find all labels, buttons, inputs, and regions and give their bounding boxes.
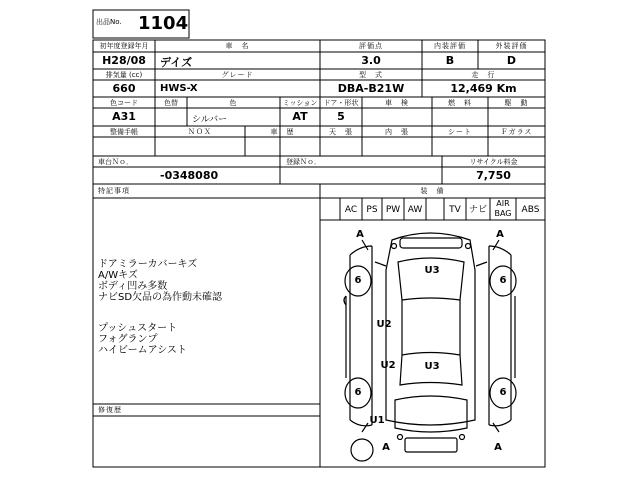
- label-displacement: 排気量 (cc): [105, 71, 143, 79]
- mark-front-right: A: [496, 229, 504, 240]
- equip-tv: TV: [449, 205, 461, 215]
- mark-rear-right: A: [494, 442, 502, 453]
- remark-line: A/Wキズ: [98, 270, 138, 281]
- label-recycle-fee: リサイクル料金: [469, 158, 518, 166]
- mark-roof: U3: [424, 265, 440, 276]
- label-registration-number: 登録Ｎｏ．: [286, 158, 321, 166]
- label-repair-history: 修復歴: [98, 406, 122, 414]
- model-code: DBA-B21W: [337, 82, 405, 95]
- label-grade: グレード: [221, 71, 254, 79]
- doors: 5: [337, 110, 345, 123]
- mark-door-fl: U2: [376, 319, 392, 330]
- label-color-change: 色替: [164, 99, 178, 107]
- label-color: 色: [229, 99, 238, 107]
- label-interior-grade: 内装評価: [434, 42, 466, 50]
- label-model-code: 型 式: [359, 71, 383, 79]
- label-exterior-grade: 外装評価: [495, 42, 528, 50]
- mileage: 12,469 Km: [450, 82, 517, 95]
- label-fuel: 燃 料: [448, 99, 472, 107]
- label-nox: ＮＯＸ: [188, 128, 212, 136]
- mark-rear-body: U3: [424, 361, 440, 372]
- color-code: A31: [112, 110, 136, 123]
- remark-line: ドアミラーカバーキズ: [98, 259, 198, 270]
- exterior-grade: D: [506, 54, 517, 67]
- score: 3.0: [361, 54, 381, 67]
- label-drive: 駆 動: [504, 99, 529, 107]
- recycle-fee: 7,750: [476, 169, 511, 182]
- spare-tire: [351, 439, 373, 461]
- remark-line: ボディ凹み多数: [98, 281, 168, 292]
- mark-tire-fl: 6: [354, 275, 362, 286]
- equip-navi: ナビ: [468, 205, 487, 215]
- transmission: AT: [292, 110, 308, 123]
- label-transmission: ミッション: [282, 99, 318, 107]
- equip-ps: PS: [366, 205, 378, 215]
- label-color-code: 色コード: [110, 99, 138, 107]
- label-mileage: 走 行: [471, 71, 496, 79]
- label-windshield: Ｆガラス: [500, 128, 533, 136]
- label-equipment: 装 備: [420, 187, 445, 195]
- mark-tire-rl: 6: [354, 387, 362, 398]
- equip-airbag: AIR BAG: [494, 199, 512, 218]
- first-registration: H28/08: [102, 54, 146, 67]
- color: シルバー: [192, 115, 228, 125]
- label-chassis-number: 車台Ｎｏ．: [98, 158, 133, 166]
- label-remarks: 特記事項: [98, 187, 130, 195]
- remark-line: ナビSD欠品の為作動未確認: [98, 292, 223, 303]
- remark-line: フォグランプ: [98, 334, 158, 345]
- label-service-book: 整備手帳: [110, 128, 138, 136]
- chassis-number: -0348080: [160, 169, 219, 182]
- remark-line: [98, 303, 316, 323]
- equip-abs: ABS: [521, 205, 540, 215]
- label-score: 評価点: [359, 42, 383, 50]
- label-headliner: 天 張: [329, 128, 353, 136]
- remark-line: プッシュスタート: [98, 323, 178, 334]
- label-car-name: 車 名: [225, 42, 250, 50]
- lot-label: 出品No.: [96, 18, 122, 26]
- displacement: 660: [112, 82, 136, 95]
- label-doors: ドア・形状: [323, 99, 359, 107]
- interior-grade: B: [445, 54, 455, 67]
- grade: HWS-X: [160, 83, 198, 94]
- remarks-list: [98, 259, 316, 356]
- label-inspection: 車 検: [385, 99, 409, 107]
- equip-ac: AC: [344, 205, 358, 215]
- equip-pw: PW: [385, 205, 401, 215]
- mark-door-rl: U2: [380, 360, 396, 371]
- car-name: デイズ: [160, 56, 193, 69]
- label-seat: シート: [448, 128, 472, 136]
- mark-rear-left: A: [382, 442, 390, 453]
- mark-front-left: A: [356, 229, 364, 240]
- label-interior-trim: 内 張: [385, 128, 409, 136]
- mark-tire-rr: 6: [499, 387, 507, 398]
- mark-tire-fr: 6: [499, 275, 507, 286]
- remark-line: ハイビームアシスト: [98, 345, 187, 356]
- label-first-registration: 初年度登録年月: [99, 42, 149, 50]
- mark-rear-u1: U1: [369, 415, 385, 426]
- label-history: 車 歴: [270, 128, 295, 136]
- lot-number: 1104: [138, 13, 189, 34]
- equip-aw: AW: [407, 205, 423, 215]
